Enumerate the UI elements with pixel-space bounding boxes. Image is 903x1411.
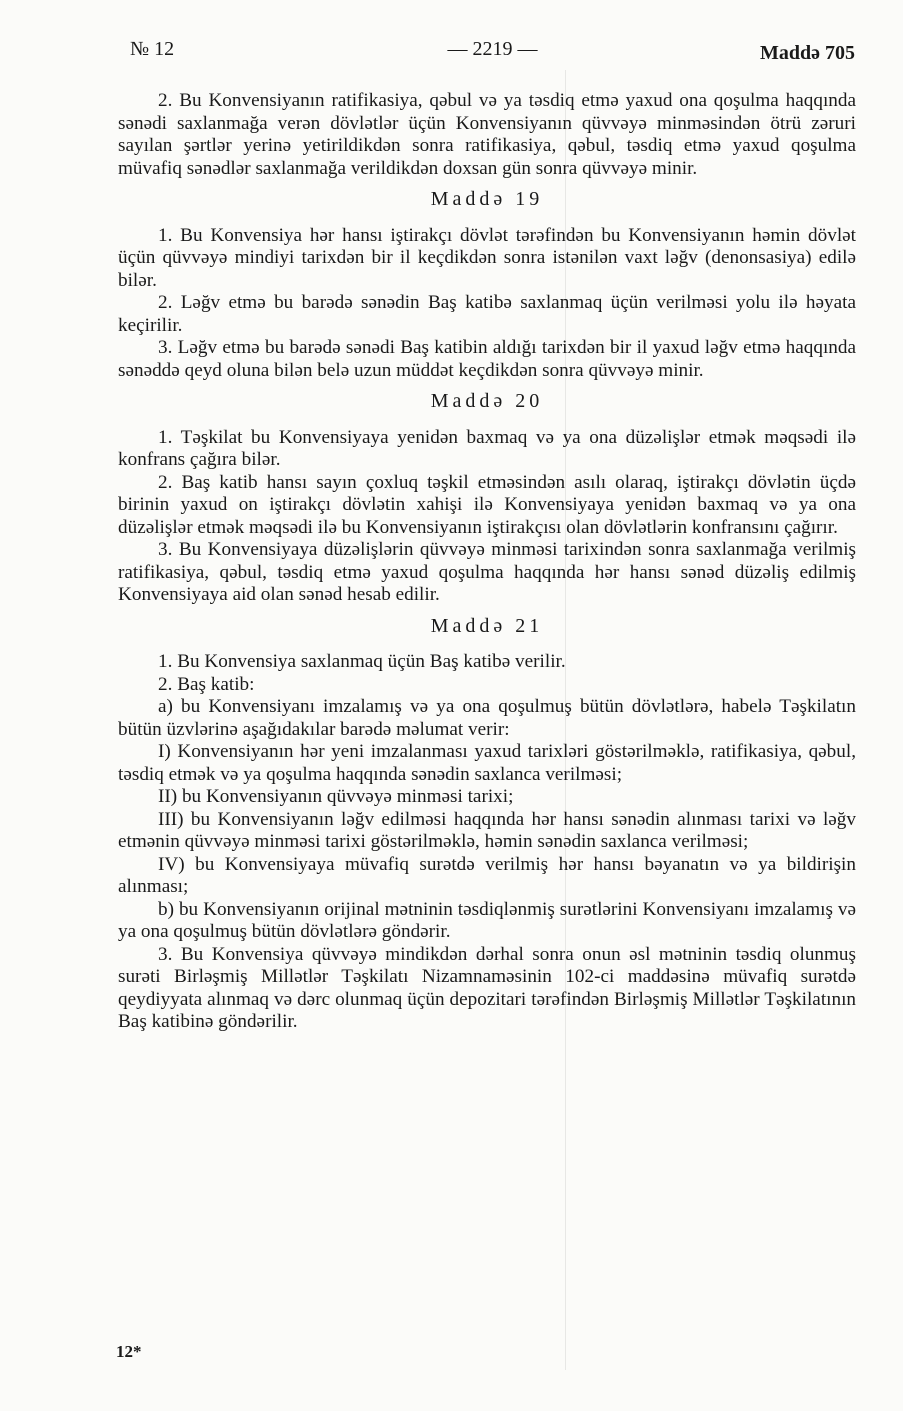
paragraph: 2. Bu Konvensiyanın ratifikasiya, qəbul və ya təsdiq etmə yaxud ona qoşulma haqqında sənədi saxlanmağa verən dövlətlər üçün Konvensiyanın qüvvəyə minməsindən ötrü zəruri sayılan şərtlər yerinə yetirildikdən sonra ratifikasiya, qəbul, təsdiq etmə yaxud qoşulma müvafiq sənədlər saxlanmağa verildikdən doxsan gün sonra qüvvəyə minir. xyxy=(118,90,856,179)
paragraph: 2. Ləğv etmə bu barədə sənədin Baş katibə saxlanmaq üçün verilməsi yolu ilə həyata keçirilir. xyxy=(118,292,856,336)
article-heading-19: Maddə 19 xyxy=(430,188,544,210)
paragraph: 3. Bu Konvensiyaya düzəlişlərin qüvvəyə minməsi tarixindən sonra saxlanmağa verilmiş ratifikasiya, qəbul, təsdiq etmə yaxud qoşulma haqqında hər hansı sənəd düzəliş edilmiş Konvensiyaya aid olan sənəd hesab edilir. xyxy=(118,539,856,605)
article-heading-20: Maddə 20 xyxy=(430,390,544,412)
list-item: III) bu Konvensiyanın ləğv edilməsi haqqında hər hansı sənədin alınması tarixi və ləğv etmənin qüvvəyə minməsi tarixi göstərilməklə, həmin sənədin saxlanca verilməsi; xyxy=(118,808,856,852)
signature-mark: 12* xyxy=(116,1342,142,1361)
list-item: IV) bu Konvensiyaya müvafiq surətdə verilmiş hər hansı bəyanatın və ya bildirişin alınması; xyxy=(118,853,856,897)
paragraph: b) bu Konvensiyanın orijinal mətninin təsdiqlənmiş surətlərini Konvensiyanı imzalamış və ya ona qoşulmuş bütün dövlətlərə göndərir. xyxy=(118,898,856,942)
list-item: I) Konvensiyanın hər yeni imzalanması yaxud tarixləri göstərilməklə, ratifikasiya, qəbul, təsdiq etmək və ya qoşulma haqqında sənədin saxlanca verilməsi; xyxy=(118,741,856,785)
paragraph: a) bu Konvensiyanı imzalamış və ya ona qoşulmuş bütün dövlətlərə, habelə Təşkilatın bütün üzvlərinə aşağıdakılar barədə məlumat verir: xyxy=(118,696,856,740)
paragraph: 3. Bu Konvensiya qüvvəyə mindikdən dərhal sonra onun əsl mətninin təsdiq olunmuş surəti Birləşmiş Millətlər Təşkilatı Nizamnaməsinin 102-ci maddəsinə müvafiq surətdə qeydiyyata alınmaq və dərc olunmaq üçün depozitari tərəfindən Birləşmiş Millətlər Təşkilatının Baş katibinə göndərilir. xyxy=(118,943,856,1032)
list-item: II) bu Konvensiyanın qüvvəyə minməsi tarixi; xyxy=(158,786,514,807)
paragraph: 2. Baş katib: xyxy=(158,673,255,695)
article-number: Maddə 705 xyxy=(760,42,855,64)
paragraph: 1. Bu Konvensiya hər hansı iştirakçı dövlət tərəfindən bu Konvensiyanın həmin dövlət üçün qüvvəyə mindiyi tarixdən bir il keçdikdən sonra istənilən vaxt ləğv (denonsasiya) edilə bilər. xyxy=(118,224,856,291)
paragraph: 1. Bu Konvensiya saxlanmaq üçün Baş katibə verilir. xyxy=(158,651,566,672)
document-body xyxy=(118,90,856,1034)
issue-number: № 12 xyxy=(130,38,175,60)
paragraph: 3. Ləğv etmə bu barədə sənədi Baş katibin aldığı tarixdən bir il yaxud ləğv etmə haqqında sənəddə qeyd oluna bilən belə uzun müddət keçdikdən sonra qüvvəyə minir. xyxy=(118,337,856,381)
paragraph: 2. Baş katib hansı sayın çoxluq təşkil etməsindən asılı olaraq, iştirakçı dövlətin üçdə birinin yaxud on iştirakçı dövlətin xahişi ilə Konvensiyaya yenidən baxmaq və ya ona düzəlişlər etmək məqsədi ilə bu Konvensiyanın iştirakçısı olan dövlətlərin konfransını çağırır. xyxy=(118,471,856,538)
page-number: — 2219 — xyxy=(447,38,538,60)
article-heading-21: Maddə 21 xyxy=(430,614,544,637)
page-header xyxy=(130,38,855,68)
paragraph: 1. Təşkilat bu Konvensiyaya yenidən baxmaq və ya ona düzəlişlər etmək məqsədi ilə konfrans çağıra bilər. xyxy=(118,426,856,470)
